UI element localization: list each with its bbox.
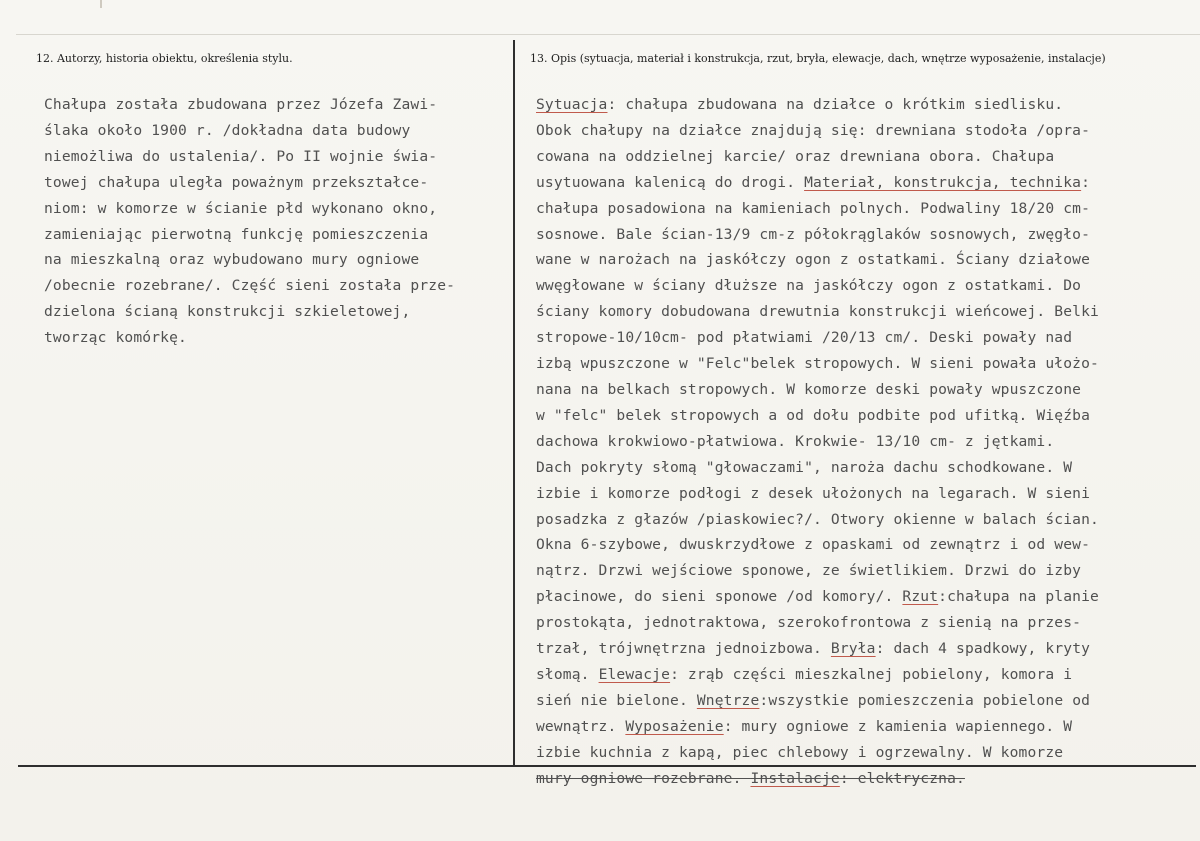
text-line: usytuowana kalenicą do drogi. Materiał, konstrukcja, technika: — [536, 173, 1091, 191]
text-line: izbie i komorze podłogi z desek ułożonych na legarach. W sieni — [536, 484, 1091, 502]
text-line: trzał, trójwnętrzna jednoizbowa. Bryła: dach 4 spadkowy, kryty — [536, 640, 1091, 658]
text-line: na mieszkalną oraz wybudowano mury ogniowe — [44, 251, 420, 269]
section-13-heading: 13. Opis (sytuacja, materiał i konstrukcja, rzut, bryła, elewacje, dach, wnętrze wyposażenie, instalacje) — [530, 52, 1106, 65]
text-line: izbie kuchnia z kapą, piec chlebowy i ogrzewalny. W komorze — [536, 743, 1064, 761]
text-line: towej chałupa uległa poważnym przekształce- — [44, 173, 429, 191]
section-12-body — [44, 92, 455, 351]
text-line: tworząc komórkę. — [44, 329, 187, 347]
text-line: dachowa krokwiowo-płatwiowa. Krokwie- 13/10 cm- z jętkami. — [536, 432, 1055, 450]
underlined-term: Wyposażenie — [625, 717, 724, 735]
text-line: wane w narożach na jaskółczy ogon z ostatkami. Ściany działowe — [536, 251, 1091, 269]
text-line: prostokąta, jednotraktowa, szerokofrontowa z sienią na przes- — [536, 614, 1082, 632]
text-line: Okna 6-szybowe, dwuskrzydłowe z opaskami od zewnątrz i od wew- — [536, 536, 1091, 554]
section-13-body — [536, 92, 1099, 791]
text-line: wewnątrz. Wyposażenie: mury ogniowe z kamienia wapiennego. W — [536, 717, 1073, 735]
underlined-term: Wnętrze — [696, 691, 760, 709]
text-line: chałupa posadowiona na kamieniach polnych. Podwaliny 18/20 cm- — [536, 199, 1091, 217]
text-line: stropowe-10/10cm- pod płatwiami /20/13 cm/. Deski powały nad — [536, 329, 1073, 347]
text-line: nątrz. Drzwi wejściowe sponowe, ze świetlikiem. Drzwi do izby — [536, 562, 1082, 580]
text-line: sosnowe. Bale ścian-13/9 cm-z półokrąglaków sosnowych, zwęgło- — [536, 225, 1091, 243]
underlined-term: Bryła — [830, 640, 876, 658]
text-line: w "felc" belek stropowych a od dołu podbite pod ufitką. Więźba — [536, 406, 1091, 424]
underlined-term: Materiał, konstrukcja, technika — [804, 173, 1082, 191]
text-line: nana na belkach stropowych. W komorze deski powały wpuszczone — [536, 380, 1082, 398]
text-line: ściany komory dobudowana drewutnia konstrukcji wieńcowej. Belki — [536, 303, 1099, 321]
top-frame-line — [16, 34, 1200, 35]
text-line: posadzka z głazów /piaskowiec?/. Otwory okienne w balach ścian. — [536, 510, 1099, 528]
underlined-term: Elewacje — [598, 665, 671, 683]
text-line: niemożliwa do ustalenia/. Po II wojnie świa- — [44, 147, 438, 165]
text-line: ślaka około 1900 r. /dokładna data budowy — [44, 121, 411, 139]
edge-mark — [100, 0, 102, 8]
underlined-term: Sytuacja — [536, 96, 608, 113]
text-line: /obecnie rozebrane/. Część sieni została prze- — [44, 277, 456, 295]
text-line: Dach pokryty słomą "głowaczami", naroża dachu schodkowane. W — [536, 458, 1073, 476]
text-line: wwęgłowane w ściany dłuższe na jaskółczy ogon z ostatkami. Do — [536, 277, 1082, 295]
text-line: dzielona ścianą konstrukcji szkieletowej, — [44, 303, 411, 321]
text-line: słomą. Elewacje: zrąb części mieszkalnej pobielony, komora i — [536, 665, 1073, 683]
text-line: cowana na oddzielnej karcie/ oraz drewniana obora. Chałupa — [536, 147, 1055, 165]
text-line: płacinowe, do sieni sponowe /od komory/. Rzut:chałupa na planie — [536, 588, 1099, 606]
underlined-term: Rzut — [902, 588, 939, 606]
text-line: Chałupa została zbudowana przez Józefa Zawi- — [44, 96, 438, 113]
section-12-heading: 12. Autorzy, historia obiektu, określenia stylu. — [36, 52, 293, 65]
text-line: Obok chałupy na działce znajdują się: drewniana stodoła /opra- — [536, 121, 1091, 139]
text-line: sień nie bielone. Wnętrze:wszystkie pomieszczenia pobielone od — [536, 691, 1091, 709]
column-divider — [513, 40, 515, 766]
text-line: mury ogniowe rozebrane. Instalacje: elektryczna. — [536, 769, 965, 787]
underlined-term: Instalacje — [750, 769, 840, 787]
text-line: niom: w komorze w ścianie płd wykonano okno, — [44, 199, 438, 217]
text-line: izbą wpuszczone w "Felc"belek stropowych. W sieni powała ułożo- — [536, 355, 1099, 373]
text-line: Sytuacja: chałupa zbudowana na działce o krótkim siedlisku. — [536, 96, 1064, 113]
text-line: zamieniając pierwotną funkcję pomieszczenia — [44, 225, 429, 243]
